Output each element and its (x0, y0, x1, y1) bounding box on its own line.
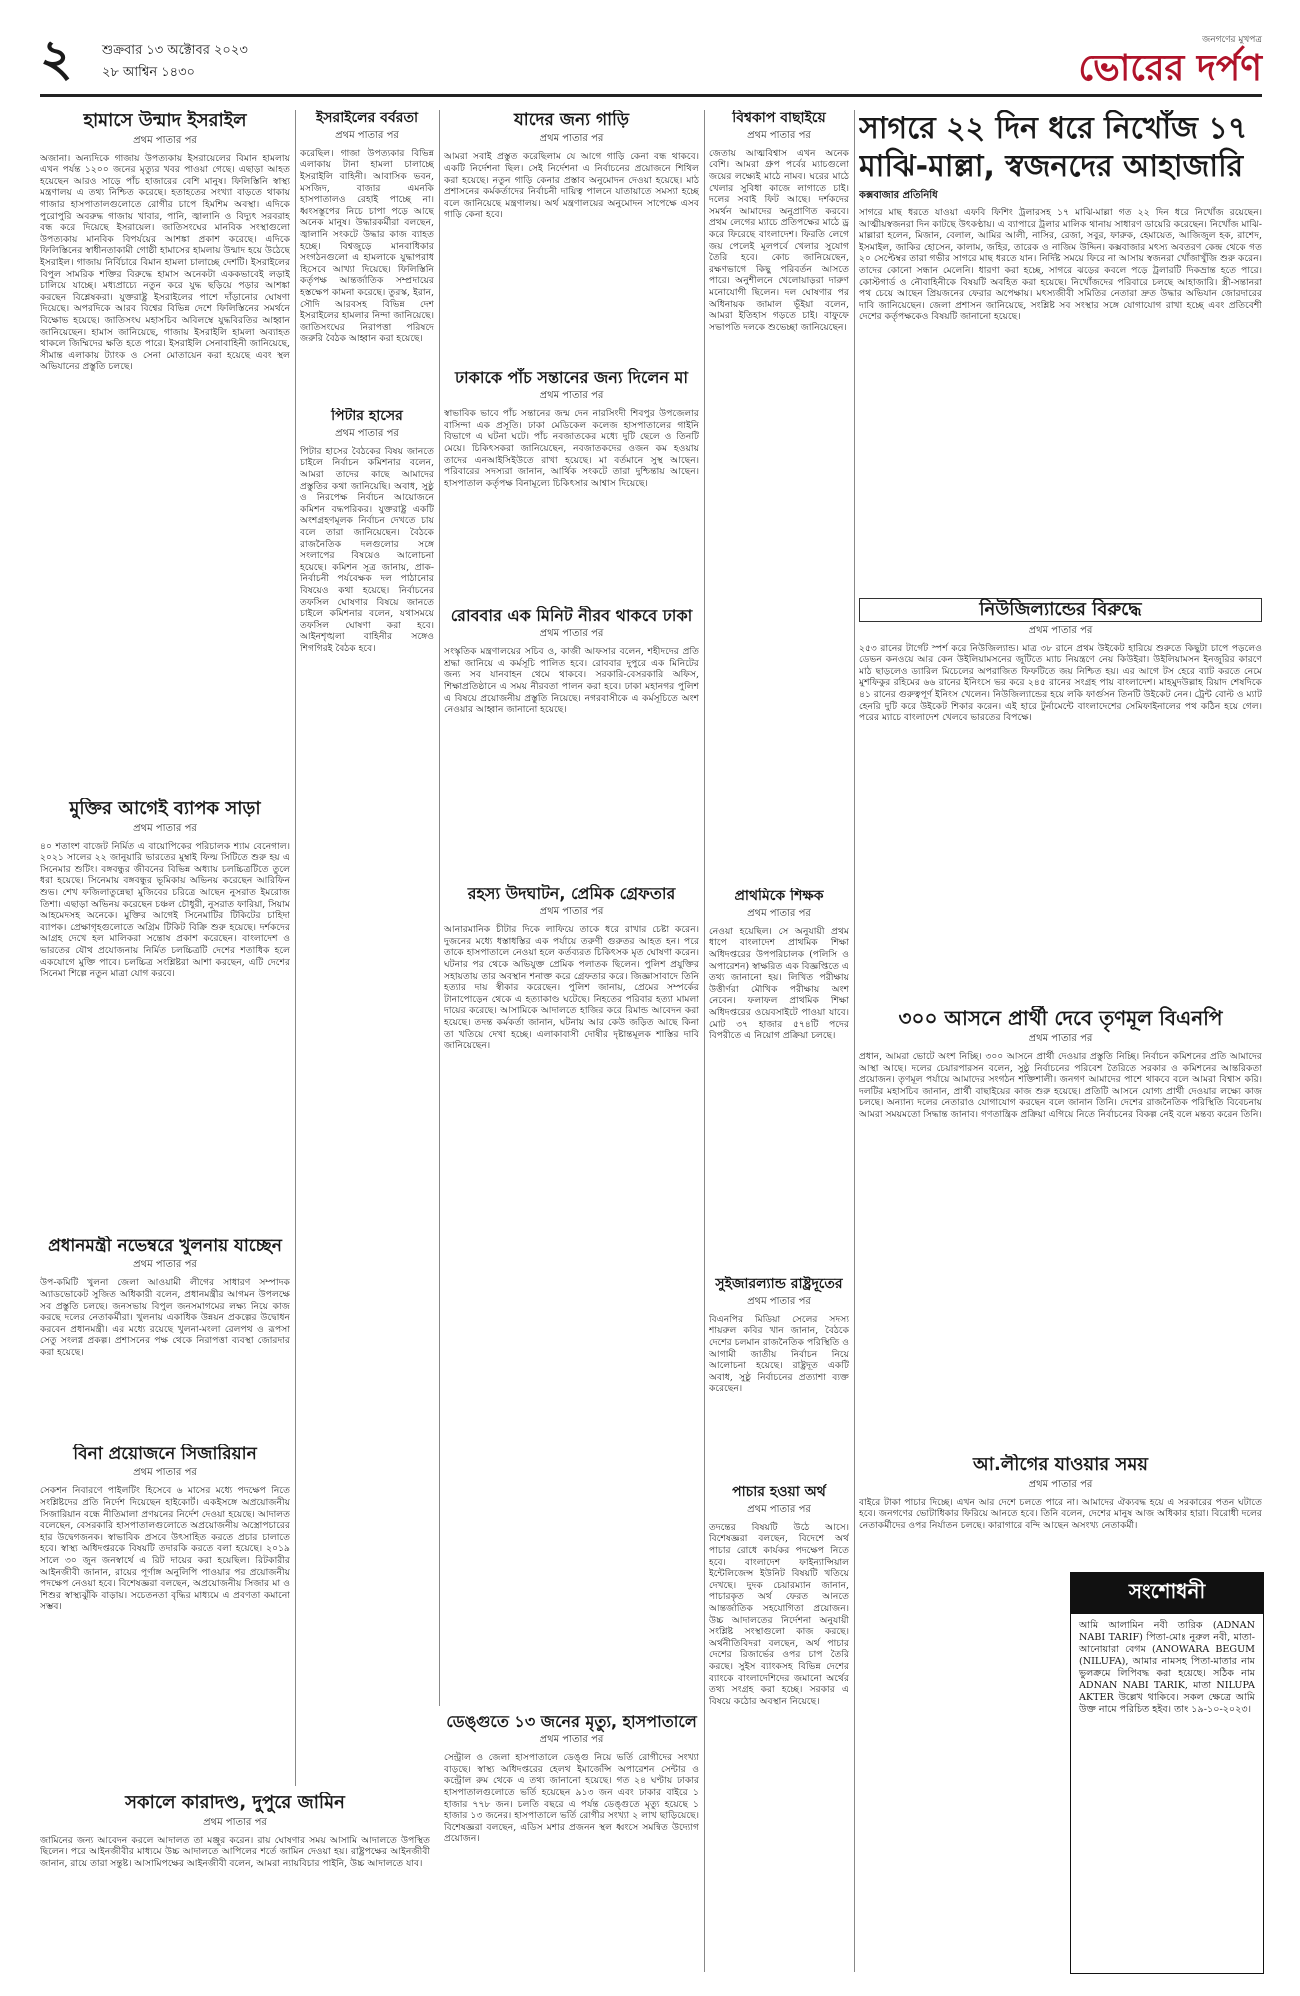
brand-tagline: জনগণের মুখপত্র (1202, 35, 1262, 45)
continued-label: প্রথম পাতার পর (335, 427, 399, 439)
article-mukti (40, 798, 290, 1228)
article-body: প্রধান, আমরা ভোটে অংশ নিচ্ছি। ৩০০ আসনে প্রার্থী দেওয়ার প্রস্তুতি নিচ্ছি। নির্বাচন কমিশনের প্রতি আমাদের আস্থা আছে। দলের চেয়ারপারসন বলেন, সুষ্ঠু নির্বাচনের পরিবেশ তৈরিতে সরকার ও কমিশনের আন্তরিকতা প্রয়োজন। তৃণমূল পর্যায়ে আমাদের সংগঠন শক্তিশালী। জনগণ আমাদের পাশে থাকবে বলে আমরা বিশ্বাস করি। দলটির মহাসচিব জানান, প্রার্থী বাছাইয়ের কাজ শুরু হয়েছে। প্রতিটি আসনে যোগ্য প্রার্থী দেওয়ার লক্ষ্যে কাজ চলছে। অন্যান্য দলের নেতারাও যোগাযোগ করছেন বলে জানান তিনি। দেশের রাজনৈতিক পরিস্থিতি বিবেচনায় আমরা সময়মতো সিদ্ধান্ত জানাব। গণতান্ত্রিক প্রক্রিয়া এগিয়ে নিতে নির্বাচনের বিকল্প নেই বলে মন্তব্য করেন তিনি। (859, 1051, 1262, 1120)
continued-label: প্রথম পাতার পর (539, 390, 604, 402)
article-body: তদন্তের বিষয়টি উঠে আসে। বিশেষজ্ঞরা বলছেন, বিদেশে অর্থ পাচার রোধে কার্যকর পদক্ষেপ নিতে হবে। বাংলাদেশ ফাইন্যান্সিয়াল ইন্টেলিজেন্স ইউনিট বিষয়টি খতিয়ে দেখছে। দুদক চেয়ারম্যান জানান, পাচারকৃত অর্থ ফেরত আনতে আন্তর্জাতিক সহযোগিতা প্রয়োজন। উচ্চ আদালতের নির্দেশনা অনুযায়ী সংশ্লিষ্ট সংস্থাগুলো কাজ করছে। অর্থনীতিবিদরা বলছেন, অর্থ পাচার দেশের রিজার্ভের ওপর চাপ তৈরি করছে। সুইস ব্যাংকসহ বিভিন্ন দেশের ব্যাংকে বাংলাদেশিদের জমানো অর্থের তথ্য সংগ্রহ করা হচ্ছে। সরকার এ বিষয়ে কঠোর অবস্থান নিয়েছে। (709, 1521, 849, 1707)
masthead (40, 28, 1262, 100)
correction-box (1070, 1572, 1264, 1974)
article-body: বাইরে টাকা পাচার দিচ্ছে। এখন আর দেশে চলতে পারে না। আমাদের ঐক্যবদ্ধ হয়ে এ সরকারের পতন ঘটাতে হবে। জনগণের ভোটাধিকার ফিরিয়ে আনতে হবে। তিনি বলেন, দেশের মানুষ আজ অধিকার হারা। বিরোধী দলের নেতাকর্মীদের ওপর নির্যাতন চলছে। কারাগারে বন্দি আছেন অসংখ্য নেতাকর্মী। (859, 1496, 1262, 1531)
article-mystery (444, 884, 699, 1704)
continued-label: প্রথম পাতার পর (133, 1259, 197, 1271)
article-body: সেন্ট্রাল ও জেলা হাসপাতালে ডেঙ্গু নিয়ে ভর্তি রোগীদের সংখ্যা বাড়ছে। স্বাস্থ্য অধিদপ্তরের হেলথ ইমার্জেন্সি অপারেশন সেন্টার ও কন্ট্রোল রুম থেকে এ তথ্য জানানো হয়েছে। গত ২৪ ঘণ্টায় ঢাকার হাসপাতালগুলোতে ভর্তি হয়েছেন ৯১৩ জন এবং ঢাকার বাইরে ১ হাজার ৭৭৮ জন। চলতি বছরে এ পর্যন্ত ডেঙ্গুতে মৃত্যু হয়েছে ১ হাজার ১৩ জনের। হাসপাতালে ভর্তি রোগীর সংখ্যা ২ লাখ ছাড়িয়েছে। বিশেষজ্ঞরা বলছেন, এডিস মশার প্রজনন স্থল ধ্বংসে সমন্বিত উদ্যোগ প্রয়োজন। (444, 1752, 699, 1845)
column-divider (295, 110, 296, 1786)
headline: মুক্তির আগেই ব্যাপক সাড়া (69, 798, 261, 819)
correction-body: আমি আলামিন নবী তারিক (ADNAN NABI TARIF) পিতা-মোঃ নুরুল নবী, মাতা-আনোয়ারা বেগম (ANOWARA BEGUM (NILUFA), আমার নামসহ পিতা-মাতার নাম ভুলক্রমে লিপিবদ্ধ করা হয়েছে। সঠিক নাম ADNAN NABI TARIK, মাতা NILUPA AKTER উল্লেখ থাকিবে। সকল ক্ষেত্রে আমি উক্ত নামে পরিচিত হইব। তাং ১৯-১০-২০২৩। (1079, 1620, 1255, 1715)
article-body: আমরা সবাই প্রস্তুত করেছিলাম যে আগে গাড়ি কেনা বন্ধ থাকবে। একটি নির্দেশনা ছিল। সেই নির্দেশনা এ নির্বাচনের প্রয়োজনে শিথিল করা হয়েছে। নতুন গাড়ি কেনার প্রস্তাব অনুমোদন দেওয়া হয়েছে। মাঠ প্রশাসনের কর্মকর্তাদের নির্বাচনী দায়িত্ব পালনে যাতায়াতে সমস্যা হচ্ছে বলে জানিয়েছে মন্ত্রণালয়। অর্থ মন্ত্রণালয়ের অনুমোদন সাপেক্ষে এসব গাড়ি কেনা হবে। (444, 151, 699, 221)
article-rob (444, 606, 699, 876)
article-gari (444, 110, 699, 360)
headline: ইসরাইলের বর্বরতা (315, 110, 419, 126)
headline: পিটার হাসের (331, 408, 403, 424)
date-bangla: ২৮ আশ্বিন ১৪৩০ (102, 65, 195, 80)
article-body: ৪০ শতাংশ বাজেট নির্মিত এ বায়োপিকের পরিচালক শ্যাম বেনেগাল। ২০২১ সালের ২২ জানুয়ারি ভারতের মুম্বাই ফিল্ম সিটিতে শুরু হয় এ সিনেমার শুটিং। বঙ্গবন্ধুর জীবনের বিভিন্ন অধ্যায় চলচ্চিত্রটিতে তুলে ধরা হয়েছে। সিনেমায় বঙ্গবন্ধুর ভূমিকায় অভিনয় করেছেন আরিফিন শুভ। শেখ ফজিলাতুন্নেছা মুজিবের চরিত্রে আছেন নুসরাত ইমরোজ তিশা। এছাড়া অভিনয় করেছেন চঞ্চল চৌধুরী, নুসরাত ফারিয়া, সিয়াম আহমেদসহ অনেকে। মুক্তির আগেই সিনেমাটির টিকিটের চাহিদা ব্যাপক। প্রেক্ষাগৃহগুলোতে অগ্রিম টিকিট বিক্রি শুরু হয়েছে। দর্শকদের আগ্রহ দেখে হল মালিকরা সন্তোষ প্রকাশ করেছেন। বাংলাদেশ ও ভারতের যৌথ প্রযোজনায় নির্মিত চলচ্চিত্রটি দেশের শতাধিক হলে একযোগে মুক্তি পাবে। চলচ্চিত্র সংশ্লিষ্টরা আশা করছেন, এটি দেশের সিনেমা শিল্পে নতুন মাত্রা যোগ করবে। (40, 840, 290, 980)
continued-label: প্রথম পাতার পর (539, 628, 604, 640)
article-body: বিএনপির মিডিয়া সেলের সদস্য শায়রুল কবির খান জানান, বৈঠকে দেশের চলমান রাজনৈতিক পরিস্থিতি ও আগামী জাতীয় নির্বাচন নিয়ে আলোচনা হয়েছে। রাষ্ট্রদূত একটি অবাধ, সুষ্ঠু নির্বাচনের প্রত্যাশা ব্যক্ত করেছেন। (709, 1313, 849, 1395)
headline: হামাসে উন্মাদ ইসরাইল (83, 110, 247, 131)
article-body: নেওয়া হয়েছিল। সে অনুযায়ী প্রথম ধাপে বাংলাদেশ প্রাথমিক শিক্ষা অধিদপ্তরের উপপরিচালক (পলিসি ও অপারেশন) স্বাক্ষরিত এক বিজ্ঞপ্তিতে এ তথ্য জানানো হয়। লিখিত পরীক্ষায় উত্তীর্ণরা মৌখিক পরীক্ষায় অংশ নেবেন। ফলাফল প্রাথমিক শিক্ষা অধিদপ্তরের ওয়েবসাইটে পাওয়া যাবে। মোট ৩৭ হাজার ৫৭৪টি পদের বিপরীতে এ নিয়োগ প্রক্রিয়া চলছে। (709, 925, 849, 1042)
article-pm (40, 1236, 290, 1436)
continued-label: প্রথম পাতার পর (1028, 1478, 1093, 1490)
article-body: অজানা। অন্যদিকে গাজায় উপত্যকায় ইসরায়েলের বিমান হামলায় এখন পর্যন্ত ১২০০ জনের মৃত্যুর খবর পাওয়া গেছে। এছাড়া আহত হয়েছেন আরও সাড়ে পাঁচ হাজারের বেশি মানুষ। ফিলিস্তিনি স্বাস্থ্য মন্ত্রণালয় এ তথ্য নিশ্চিত করেছে। হতাহতের সংখ্যা বাড়তে থাকায় গাজার হাসপাতালগুলোতে রোগীর চাপে হিমশিম অবস্থা। এদিকে পুরোপুরি অবরুদ্ধ গাজায় খাবার, পানি, জ্বালানি ও বিদ্যুৎ সরবরাহ বন্ধ করে দিয়েছে ইসরায়েল। জাতিসংঘের মানবিক সংস্থাগুলো উপত্যকায় মানবিক বিপর্যয়ের আশঙ্কা প্রকাশ করেছে। এদিকে ফিলিস্তিনের স্বাধীনতাকামী গোষ্ঠী হামাসের হামলায় উন্মাদ হয়ে উঠেছে ইসরাইল। গাজায় নির্বিচারে বিমান হামলা চালাচ্ছে দেশটি। ইসরাইলের বিপুল সামরিক শক্তির বিরুদ্ধে হামাস অনেকটা এককভাবেই লড়াই চালিয়ে যাচ্ছে। মধ্যপ্রাচ্যে নতুন করে যুদ্ধ ছড়িয়ে পড়ার আশঙ্কা করছেন বিশ্লেষকরা। যুক্তরাষ্ট্র ইসরাইলের পাশে দাঁড়ানোর ঘোষণা দিয়েছে। অপরদিকে আরব বিশ্বের বিভিন্ন দেশে ফিলিস্তিনের সমর্থনে বিক্ষোভ হয়েছে। জাতিসংঘ মহাসচিব অবিলম্বে যুদ্ধবিরতির আহ্বান জানিয়েছেন। হামাস জানিয়েছে, গাজায় ইসরাইলি হামলা অব্যাহত থাকলে জিম্মিদের ক্ষতি হতে পারে। ইসরাইলি সেনাবাহিনী জানিয়েছে, সীমান্ত এলাকায় ট্যাংক ও সেনা মোতায়েন করা হয়েছে এবং স্থল অভিযানের প্রস্তুতি চলছে। (40, 152, 290, 373)
headline: রোববার এক মিনিট নীরব থাকবে ঢাকা (450, 606, 693, 625)
continued-label: প্রথম পাতার পর (133, 822, 197, 834)
article-israel (300, 110, 434, 400)
column-divider (704, 110, 705, 1972)
article-swiss (709, 1276, 849, 1476)
article-body: জেতায় আত্মবিশ্বাস এখন অনেক বেশি। আমরা গ্রুপ পর্বের ম্যাচগুলো জয়ের লক্ষ্যেই মাঠে নামব। ঘরের মাঠে খেলার সুবিধা কাজে লাগাতে চাই। দলের সবাই ফিট আছে। দর্শকদের সমর্থন আমাদের অনুপ্রাণিত করবে। প্রথম লেগের ম্যাচে প্রতিপক্ষের মাঠে ড্র করে ফিরেছে বাংলাদেশ। ফিরতি লেগে জয় পেলেই মূলপর্বে খেলার সুযোগ তৈরি হবে। কোচ জানিয়েছেন, রক্ষণভাগে কিছু পরিবর্তন আসতে পারে। অনুশীলনে খেলোয়াড়রা দারুণ মনোযোগী ছিলেন। দল ঘোষণার পর অধিনায়ক জামাল ভূঁইয়া বলেন, আমরা ইতিহাস গড়তে চাই। বাফুফে সভাপতি দলকে শুভেচ্ছা জানিয়েছেন। (709, 147, 849, 333)
article-nz (859, 598, 1262, 998)
article-body: সেকশন নিবারণে পাইলটিং হিসেবে ৬ মাসের মধ্যে পদক্ষেপ নিতে সংশ্লিষ্টদের প্রতি নির্দেশ দিয়েছেন হাইকোর্ট। একইসঙ্গে অপ্রয়োজনীয় সিজারিয়ান বন্ধে নীতিমালা প্রণয়নের নির্দেশ দেওয়া হয়েছে। আদালত বলেছেন, বেসরকারি হাসপাতালগুলোতে অপ্রয়োজনীয় অস্ত্রোপচারের হার উদ্বেগজনক। স্বাভাবিক প্রসবে উৎসাহিত করতে প্রচার চালাতে হবে। স্বাস্থ্য অধিদপ্তরকে বিষয়টি তদারকি করতে বলা হয়েছে। ২০১৯ সালে ৩০ জুন জনস্বার্থে এ রিট দায়ের করা হয়েছিল। রিটকারীর আইনজীবী জানান, রায়ের পূর্ণাঙ্গ অনুলিপি পাওয়ার পর প্রয়োজনীয় পদক্ষেপ নেওয়া হবে। বিশেষজ্ঞরা বলছেন, অপ্রয়োজনীয় সিজার মা ও শিশুর স্বাস্থ্যঝুঁকি বাড়ায়। সচেতনতা বৃদ্ধির মাধ্যমে এ প্রবণতা কমানো সম্ভব। (40, 1485, 290, 1613)
article-body: পিটার হাসের বৈঠকের বিষয় জানতে চাইলে নির্বাচন কমিশনার বলেন, আমরা তাদের কাছে আমাদের প্রস্তুতির কথা জানিয়েছি। অবাধ, সুষ্ঠু ও নিরপেক্ষ নির্বাচন আয়োজনে কমিশন বদ্ধপরিকর। যুক্তরাষ্ট্র একটি অংশগ্রহণমূলক নির্বাচন দেখতে চায় বলে তারা জানিয়েছেন। বৈঠকে রাজনৈতিক দলগুলোর সঙ্গে সংলাপের বিষয়েও আলোচনা হয়েছে। কমিশন সূত্র জানায়, প্রাক-নির্বাচনী পর্যবেক্ষক দল পাঠানোর বিষয়েও কথা হয়েছে। নির্বাচনের তফসিল ঘোষণার বিষয়ে জানতে চাইলে কমিশনার বলেন, যথাসময়ে তফসিল ঘোষণা করা হবে। আইনশৃঙ্খলা বাহিনীর সঙ্গেও শিগগিরই বৈঠক হবে। (300, 445, 434, 654)
headline: ডেঙ্গুতে ১৩ জনের মৃত্যু, হাসপাতালে (446, 1712, 697, 1731)
headline: রহস্য উদঘাটন, প্রেমিক গ্রেফতার (467, 884, 676, 903)
continued-label: প্রথম পাতার পর (747, 129, 811, 141)
brand-logo: ভোরের দর্পণ (1078, 48, 1262, 89)
continued-label: প্রথম পাতার পর (747, 1295, 811, 1307)
article-body: সংস্কৃতিক মন্ত্রণালয়ের সচিব ও, কাজী আফসার বলেন, শহীদদের প্রতি শ্রদ্ধা জানিয়ে এ কর্মসূচি পালিত হবে। রোববার দুপুরে এক মিনিটের জন্য সব যানবাহন থেমে থাকবে। সরকারি-বেসরকারি অফিস, শিক্ষাপ্রতিষ্ঠানে এ সময় নীরবতা পালন করা হবে। ঢাকা মহানগর পুলিশ এ বিষয়ে প্রয়োজনীয় প্রস্তুতি নিয়েছে। নগরবাসীকে এ কর্মসূচিতে অংশ নেওয়ার আহ্বান জানানো হয়েছে। (444, 646, 699, 716)
continued-label: প্রথম পাতার পর (1028, 624, 1093, 636)
column-divider (854, 110, 855, 1972)
headline: নিউজিল্যান্ডের বিরুদ্ধে (859, 598, 1262, 622)
brand (1078, 32, 1262, 91)
headline: বিশ্বকাপ বাছাইয়ে (732, 110, 826, 126)
article-dengue (444, 1712, 699, 1972)
article-pachar (709, 1484, 849, 1972)
continued-label: প্রথম পাতার পর (133, 1467, 197, 1479)
article-body: করেছিল। গাজা উপত্যকার বিভিন্ন এলাকায় টানা হামলা চালাচ্ছে ইসরাইলি বাহিনী। আবাসিক ভবন, মসজিদ, বাজার এমনকি হাসপাতালও রেহাই পাচ্ছে না। ধ্বংসস্তূপের নিচে চাপা পড়ে আছে অনেক মানুষ। উদ্ধারকর্মীরা বলছেন, জ্বালানি সংকটে উদ্ধার কাজ ব্যাহত হচ্ছে। বিশ্বজুড়ে মানবাধিকার সংগঠনগুলো এ হামলাকে যুদ্ধাপরাধ হিসেবে আখ্যা দিয়েছে। ফিলিস্তিনি কর্তৃপক্ষ আন্তর্জাতিক সম্প্রদায়ের হস্তক্ষেপ কামনা করেছে। তুরস্ক, ইরান, সৌদি আরবসহ বিভিন্ন দেশ ইসরাইলের হামলার নিন্দা জানিয়েছে। জাতিসংঘের নিরাপত্তা পরিষদে জরুরি বৈঠক আহ্বান করা হয়েছে। (300, 147, 434, 345)
date-block (102, 40, 248, 84)
article-tmc (859, 1006, 1262, 1446)
correction-title: সংশোধনী (1071, 1573, 1263, 1614)
date-gregorian: শুক্রবার ১৩ অক্টোবর ২০২৩ (102, 43, 248, 58)
headline: সাগরে ২২ দিন ধরে নিখোঁজ ১৭ মাঝি-মাল্লা, স্বজনদের আহাজারি (859, 111, 1248, 184)
continued-label: প্রথম পাতার পর (335, 129, 399, 141)
article-karandad (40, 1792, 430, 1972)
headline: সকালে কারাদণ্ড, দুপুরে জামিন (125, 1792, 345, 1813)
continued-label: প্রথম পাতার পর (747, 1503, 811, 1515)
masthead-rule (40, 94, 1262, 97)
article-body: আনারমানিক চীটার দিকে লাফিয়ে তাকে ধরে রাখার চেষ্টা করেন। দুজনের মধ্যে ধস্তাধস্তির এক পর্যায়ে তরুণী গুরুতর আহত হন। পরে তাকে হাসপাতালে নেওয়া হলে কর্তব্যরত চিকিৎসক মৃত ঘোষণা করেন। ঘটনার পর থেকে অভিযুক্ত প্রেমিক পলাতক ছিলেন। পুলিশ প্রযুক্তির সহায়তায় তার অবস্থান শনাক্ত করে গ্রেফতার করে। জিজ্ঞাসাবাদে তিনি হত্যার দায় স্বীকার করেছেন। পুলিশ জানায়, প্রেমের সম্পর্কের টানাপোড়েন থেকে এ হত্যাকাণ্ড ঘটেছে। নিহতের পরিবার হত্যা মামলা দায়ের করেছে। আসামিকে আদালতে হাজির করে রিমান্ড আবেদন করা হয়েছে। তদন্ত কর্মকর্তা জানান, ঘটনায় আর কেউ জড়িত আছে কিনা তা খতিয়ে দেখা হচ্ছে। এলাকাবাসী দোষীর দৃষ্টান্তমূলক শাস্তির দাবি জানিয়েছেন। (444, 924, 699, 1052)
article-sizar (40, 1444, 290, 1784)
headline: প্রধানমন্ত্রী নভেম্বরে খুলনায় যাচ্ছেন (48, 1236, 282, 1256)
article-awami (859, 1454, 1262, 1564)
headline: প্রাথমিকে শিক্ষক (734, 888, 824, 904)
article-body: উপ-কমিটি খুলনা জেলা আওয়ামী লীগের সাধারণ সম্পাদক অ্যাডভোকেট সুজিত অধিকারী বলেন, প্রধানমন্ত্রীর আগমন উপলক্ষে সব প্রস্তুতি চলছে। জনসভায় বিপুল জনসমাগমের লক্ষ্য নিয়ে কাজ করছে দলের নেতাকর্মীরা। খুলনায় একাধিক উন্নয়ন প্রকল্পের উদ্বোধন করবেন প্রধানমন্ত্রী। এর মধ্যে রয়েছে খুলনা-মংলা রেলপথ ও রূপসা সেতু সংলগ্ন প্রকল্প। প্রশাসনের পক্ষ থেকে নিরাপত্তা ব্যবস্থা জোরদার করা হয়েছে। (40, 1277, 290, 1358)
article-body: স্বাভাবিক ভাবে পাঁচ সন্তানের জন্ম দেন নারসিংদী শিবপুর উপজেলার বাসিন্দা এক প্রসূতি। ঢাকা মেডিকেল কলেজ হাসপাতালের গাইনি বিভাগে এ ঘটনা ঘটে। পাঁচ নবজাতকের মধ্যে দুটি ছেলে ও তিনটি মেয়ে। চিকিৎসকরা জানিয়েছেন, নবজাতকদের ওজন কম হওয়ায় তাদের এনআইসিইউতে রাখা হয়েছে। মা বর্তমানে সুস্থ আছেন। পরিবারের সদস্যরা জানান, আর্থিক সংকটে তারা দুশ্চিন্তায় আছেন। হাসপাতাল কর্তৃপক্ষ বিনামূল্যে চিকিৎসার আশ্বাস দিয়েছে। (444, 408, 699, 489)
headline: আ.লীগের যাওয়ার সময় (973, 1454, 1148, 1475)
headline: সুইজারল্যান্ড রাষ্ট্রদূতের (715, 1276, 843, 1292)
continued-label: প্রথম পাতার পর (539, 1734, 604, 1746)
continued-label: প্রথম পাতার পর (1028, 1033, 1093, 1044)
byline: কক্সবাজার প্রতিনিধি (859, 190, 938, 201)
article-body: ২৫৩ রানের টার্গেট স্পর্শ করে নিউজিল্যান্ড। মাত্র ৩৮ রানে প্রথম উইকেট হারিয়ে শুরুতে কিছুটা চাপে পড়লেও ডেভন কনওয়ে আর কেন উইলিয়ামসনের জুটিতে ম্যাচ নিয়ন্ত্রণে নেয় কিউইরা। উইলিয়ামসন ইনজুরির কারণে মাঠ ছাড়লেও ড্যারিল মিচেলের অপরাজিত ফিফটিতে জয় নিশ্চিত হয়। এর আগে টস হেরে ব্যাট করতে নেমে মুশফিকুর রহিমের ৬৬ রানের ইনিংসে ভর করে ২৪৫ রানের সংগ্রহ পায় বাংলাদেশ। মাহমুদউল্লাহ রিয়াদ শেষদিকে ৪১ রানের গুরুত্বপূর্ণ ইনিংস খেলেন। নিউজিল্যান্ডের হয়ে লকি ফার্গুসন তিনটি উইকেট নেন। ট্রেন্ট বোল্ট ও ম্যাট হেনরি দুটি করে উইকেট শিকার করেন। এই হারে টুর্নামেন্টে বাংলাদেশের সেমিফাইনালের পথ কঠিন হয়ে গেল। পরের ম্যাচে বাংলাদেশ খেলবে ভারতের বিপক্ষে। (859, 642, 1262, 724)
article-world (709, 110, 849, 880)
continued-label: প্রথম পাতার পর (203, 1816, 267, 1828)
newspaper-page (40, 28, 1262, 1978)
article-pitar (300, 408, 434, 1783)
article-hamas (40, 110, 290, 790)
page-number: ২ (40, 28, 73, 87)
headline: ঢাকাকে পাঁচ সন্তানের জন্য দিলেন মা (454, 368, 689, 387)
continued-label: প্রথম পাতার পর (747, 907, 811, 919)
headline: বিনা প্রয়োজনে সিজারিয়ান (73, 1444, 257, 1464)
article-body: জামিনের জন্য আবেদন করলে আদালত তা মঞ্জুর করেন। রায় ঘোষণার সময় আসামি আদালতে উপস্থিত ছিলেন। পরে আইনজীবীর মাধ্যমে উচ্চ আদালতে আপিলের শর্তে জামিন দেওয়া হয়। রাষ্ট্রপক্ষের আইনজীবী জানান, রায়ে তারা সন্তুষ্ট। আসামিপক্ষের আইনজীবী বলেন, আমরা ন্যায়বিচার পাইনি, উচ্চ আদালতে যাব। (40, 1834, 430, 1869)
headline: যাদের জন্য গাড়ি (513, 110, 630, 130)
article-body: সাগরে মাছ ধরতে যাওয়া এফবি ফিশিং ট্রলারসহ ১৭ মাঝি-মাল্লা গত ২২ দিন ধরে নিখোঁজ রয়েছেন। আত্মীয়স্বজনরা দিন কাটছে উৎকণ্ঠায়। এ ব্যাপারে ট্রলার মালিক থানায় সাধারণ ডায়েরি করেছেন। নিখোঁজ মাঝি-মাল্লারা হলেন, মিজান, বেলাল, আমির আলী, নাসির, রেজা, সবুর, ফারুক, হেমায়েত, আজিজুল হক, রাশেদ, ইসমাইল, জাকির হোসেন, কালাম, জহির, তারেক ও নাজিম উদ্দিন। কক্সবাজার মৎস্য অবতরণ কেন্দ্র থেকে গত ২০ সেপ্টেম্বর তারা গভীর সাগরে মাছ ধরতে যান। নির্দিষ্ট সময়ে ফিরে না আসায় স্বজনরা খোঁজাখুঁজি শুরু করেন। তাদের কোনো সন্ধান মেলেনি। ধারণা করা হচ্ছে, সাগরে ঝড়ের কবলে পড়ে ট্রলারটি দিকভ্রান্ত হতে পারে। কোস্টগার্ড ও নৌবাহিনীকে বিষয়টি অবহিত করা হয়েছে। নিখোঁজদের পরিবারে চলছে আহাজারি। স্ত্রী-সন্তানরা পথ চেয়ে আছেন প্রিয়জনের ফেরার অপেক্ষায়। মৎস্যজীবী সমিতির নেতারা দ্রুত উদ্ধার অভিযান জোরদারের দাবি জানিয়েছেন। জেলা প্রশাসন জানিয়েছে, সংশ্লিষ্ট সব সংস্থার সঙ্গে যোগাযোগ রাখা হচ্ছে এবং প্রতিবেশী দেশের কর্তৃপক্ষকেও বিষয়টি জানানো হয়েছে। (859, 207, 1262, 323)
continued-label: প্রথম পাতার পর (539, 133, 604, 145)
headline: পাচার হওয়া অর্থ (732, 1484, 826, 1500)
article-dhaka-kid (444, 368, 699, 598)
article-primary (709, 888, 849, 1268)
column-divider (439, 110, 440, 1706)
article-sagore (859, 110, 1262, 590)
continued-label: প্রথম পাতার পর (133, 134, 197, 146)
continued-label: প্রথম পাতার পর (539, 906, 604, 918)
headline: ৩০০ আসনে প্রার্থী দেবে তৃণমূল বিএনপি (898, 1006, 1223, 1030)
